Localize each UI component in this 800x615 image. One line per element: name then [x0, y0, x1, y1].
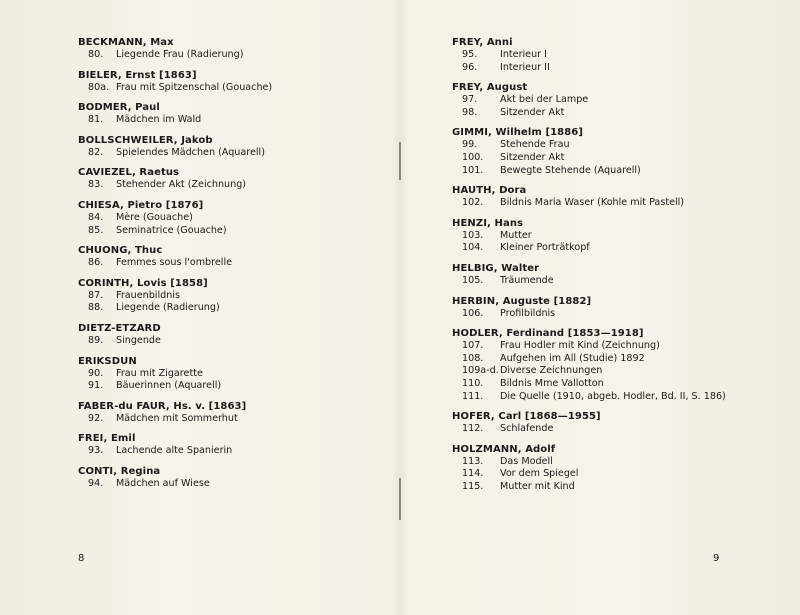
artwork-row	[78, 49, 378, 62]
artist-name: CONTI, Regina	[78, 465, 161, 477]
artwork-title: Mädchen mit Sommerhut	[116, 412, 238, 424]
artwork-number: 86.	[88, 257, 104, 269]
artwork-title: Bewegte Stehende (Aquarell)	[500, 164, 641, 176]
artwork-row	[452, 468, 782, 481]
artist-entry	[78, 244, 378, 270]
artwork-title: Die Quelle (1910, abgeb. Hodler, Bd. II, S. 186)	[500, 390, 726, 402]
artist-entry	[78, 101, 378, 127]
artwork-number: 106.	[462, 307, 484, 319]
artwork-title: Interieur II	[500, 61, 550, 73]
artwork-row	[452, 107, 782, 120]
artist-entry	[452, 327, 782, 403]
artist-name: BECKMANN, Max	[78, 37, 174, 48]
artwork-number: 107.	[462, 340, 484, 352]
artwork-title: Singende	[116, 334, 161, 346]
artwork-number: 85.	[88, 224, 104, 236]
artwork-number: 88.	[88, 302, 104, 314]
artwork-number: 91.	[88, 380, 104, 392]
artwork-title: Aufgehen im All (Studie) 1892	[500, 352, 645, 364]
artist-entry	[78, 355, 378, 393]
artwork-number: 81.	[88, 114, 104, 126]
artist-entry	[78, 166, 378, 192]
artwork-title: Kleiner Porträtkopf	[500, 242, 590, 254]
artist-name: HOLZMANN, Adolf	[452, 443, 556, 455]
artwork-title: Träumende	[500, 274, 554, 286]
artwork-title: Frau mit Spitzenschal (Gouache)	[116, 81, 273, 93]
artist-name: HOFER, Carl [1868—1955]	[452, 411, 601, 423]
artwork-row	[452, 165, 782, 178]
artist-entry	[452, 410, 782, 436]
artist-entry	[452, 295, 782, 321]
artwork-title: Stehender Akt (Zeichnung)	[116, 179, 247, 191]
fold-mark	[399, 478, 401, 520]
artwork-row	[78, 212, 378, 225]
artwork-number: 100.	[462, 151, 484, 163]
artwork-number: 82.	[88, 146, 104, 158]
artwork-number: 104.	[462, 242, 484, 254]
artwork-title: Frau mit Zigarette	[116, 367, 203, 379]
artwork-title: Spielendes Mädchen (Aquarell)	[116, 146, 265, 158]
artist-name: CAVIEZEL, Raetus	[78, 167, 180, 179]
artwork-row	[452, 94, 782, 107]
artwork-number: 102.	[462, 197, 484, 209]
artist-name: BODMER, Paul	[78, 102, 160, 114]
artist-name: HERBIN, Auguste [1882]	[452, 295, 592, 307]
artwork-number: 89.	[88, 334, 104, 346]
artwork-title: Akt bei der Lampe	[500, 94, 589, 106]
artist-entry	[78, 400, 378, 426]
artwork-number: 109a-d.	[462, 365, 499, 377]
artwork-title: Vor dem Spiegel	[500, 468, 579, 480]
artwork-number: 92.	[88, 412, 104, 424]
artwork-row	[452, 242, 782, 255]
artist-entry	[452, 126, 782, 177]
artist-entry	[452, 262, 782, 288]
artist-name: CHUONG, Thuc	[78, 245, 163, 257]
artwork-number: 105.	[462, 274, 484, 286]
artist-name: GIMMI, Wilhelm [1886]	[452, 127, 584, 139]
artist-name: HELBIG, Walter	[452, 262, 540, 274]
artwork-row	[78, 82, 378, 95]
artwork-row	[78, 368, 378, 381]
artwork-row	[78, 290, 378, 303]
artwork-title: Femmes sous l'ombrelle	[116, 257, 233, 269]
artwork-title: Das Modell	[500, 455, 553, 467]
artwork-number: 80.	[88, 49, 104, 60]
artwork-title: Mutter	[500, 229, 532, 241]
artist-name: FREI, Emil	[78, 433, 136, 445]
artwork-number: 83.	[88, 179, 104, 191]
artwork-row	[78, 380, 378, 393]
artwork-title: Diverse Zeichnungen	[500, 365, 603, 377]
artist-entry	[452, 36, 782, 74]
artwork-row	[452, 197, 782, 210]
artwork-title: Seminatrice (Gouache)	[116, 224, 227, 236]
artist-name: HODLER, Ferdinand [1853—1918]	[452, 328, 644, 340]
artist-name: BIELER, Ernst [1863]	[78, 69, 197, 81]
artwork-number: 94.	[88, 477, 104, 489]
artist-name: FREY, Anni	[452, 37, 513, 48]
artwork-row	[78, 114, 378, 127]
artwork-row	[452, 365, 782, 378]
artwork-row	[78, 445, 378, 458]
artist-name: HENZI, Hans	[452, 217, 524, 229]
artwork-row	[452, 481, 782, 494]
artwork-title: Frau Hodler mit Kind (Zeichnung)	[500, 340, 660, 352]
right-page-number: 9	[713, 553, 720, 564]
artwork-title: Bäuerinnen (Aquarell)	[116, 380, 222, 392]
artist-name: DIETZ-ETZARD	[78, 322, 161, 334]
artist-name: ERIKSDUN	[78, 355, 137, 367]
artwork-number: 115.	[462, 480, 484, 492]
artwork-title: Bildnis Maria Waser (Kohle mit Pastell)	[500, 197, 685, 209]
artwork-number: 101.	[462, 164, 484, 176]
artwork-row	[452, 391, 782, 404]
artwork-number: 84.	[88, 211, 104, 223]
artwork-number: 96.	[462, 61, 478, 73]
artwork-title: Bildnis Mme Vallotton	[500, 377, 604, 389]
artwork-row	[452, 230, 782, 243]
artist-name: FABER-du FAUR, Hs. v. [1863]	[78, 400, 247, 412]
artwork-number: 80a.	[88, 81, 110, 93]
artist-entry	[78, 199, 378, 237]
artwork-row	[78, 478, 378, 491]
artwork-number: 114.	[462, 468, 484, 480]
artist-entry	[78, 36, 378, 62]
artwork-row	[78, 225, 378, 238]
artist-entry	[452, 184, 782, 210]
artwork-title: Mädchen auf Wiese	[116, 477, 210, 489]
artwork-number: 93.	[88, 445, 104, 457]
artist-entry	[452, 81, 782, 119]
artwork-title: Mutter mit Kind	[500, 480, 575, 492]
artwork-title: Stehende Frau	[500, 139, 570, 151]
artwork-number: 87.	[88, 289, 104, 301]
artwork-title: Lachende alte Spanierin	[116, 445, 233, 457]
artist-name: HAUTH, Dora	[452, 185, 527, 197]
artwork-row	[452, 353, 782, 366]
artwork-title: Interieur I	[500, 49, 547, 60]
artwork-row	[452, 423, 782, 436]
artwork-row	[78, 302, 378, 315]
artwork-title: Schlafende	[500, 423, 554, 435]
artwork-number: 97.	[462, 94, 478, 106]
artwork-title: Liegende (Radierung)	[116, 302, 220, 314]
artwork-number: 113.	[462, 455, 484, 467]
artist-entry	[78, 465, 378, 491]
artist-entry	[78, 134, 378, 160]
artwork-row	[452, 308, 782, 321]
artist-entry	[78, 322, 378, 348]
artwork-row	[452, 49, 782, 62]
artwork-title: Mädchen im Wald	[116, 114, 202, 126]
artwork-row	[452, 139, 782, 152]
left-page-number: 8	[78, 553, 85, 564]
artwork-row	[78, 413, 378, 426]
artist-name: FREY, August	[452, 82, 528, 94]
fold-mark	[399, 142, 401, 180]
right-page-column	[452, 36, 782, 493]
artwork-number: 98.	[462, 106, 478, 118]
artist-entry	[78, 432, 378, 458]
artwork-row	[452, 378, 782, 391]
left-page-column	[78, 36, 378, 491]
artwork-row	[452, 275, 782, 288]
artist-entry	[452, 217, 782, 255]
artist-entry	[452, 443, 782, 494]
artwork-title: Frauenbildnis	[116, 289, 180, 301]
artwork-number: 110.	[462, 377, 484, 389]
artwork-number: 112.	[462, 423, 484, 435]
artwork-number: 111.	[462, 390, 484, 402]
artwork-title: Sitzender Akt	[500, 106, 565, 118]
artwork-row	[452, 152, 782, 165]
artwork-number: 103.	[462, 229, 484, 241]
artist-name: CORINTH, Lovis [1858]	[78, 277, 208, 289]
artwork-row	[78, 147, 378, 160]
artwork-number: 90.	[88, 367, 104, 379]
artwork-title: Sitzender Akt	[500, 151, 565, 163]
artwork-number: 95.	[462, 49, 478, 60]
artist-entry	[78, 69, 378, 95]
artwork-title: Liegende Frau (Radierung)	[116, 49, 244, 60]
artwork-number: 99.	[462, 139, 478, 151]
artwork-title: Mère (Gouache)	[116, 211, 193, 223]
artist-entry	[78, 277, 378, 315]
artwork-title: Profilbildnis	[500, 307, 556, 319]
artist-name: BOLLSCHWEILER, Jakob	[78, 134, 213, 146]
artwork-number: 108.	[462, 352, 484, 364]
artwork-row	[452, 340, 782, 353]
artwork-row	[452, 456, 782, 469]
artwork-row	[78, 179, 378, 192]
artist-name: CHIESA, Pietro [1876]	[78, 199, 204, 211]
artwork-row	[78, 335, 378, 348]
artwork-row	[78, 257, 378, 270]
artwork-row	[452, 62, 782, 75]
